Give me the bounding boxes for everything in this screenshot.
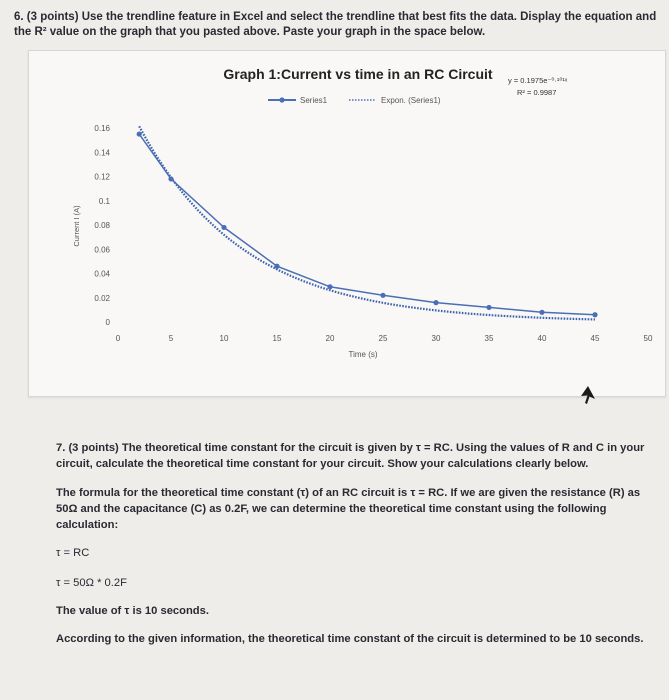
question-6-instruction: Paste your graph in the space below.	[283, 26, 486, 38]
question-7-prompt	[56, 440, 656, 472]
answer-explanation: The formula for the theoretical time constant (τ) of an RC circuit is τ = RC. If we are given the resistance (R) as 50Ω and the capacitance (C) as 0.2F, we can determine the theoretical time constant using the following calculation:	[56, 487, 641, 531]
r-squared-label: R² = 0.9987	[517, 88, 557, 97]
formula-line-2: τ = 50Ω * 0.2F	[56, 577, 127, 589]
series1-point	[539, 310, 544, 315]
y-tick-label: 0.16	[94, 124, 110, 133]
y-tick-label: 0.04	[94, 269, 110, 279]
x-tick-label: 5	[168, 334, 174, 343]
y-tick-label: 0.08	[94, 221, 110, 230]
series1-point	[433, 300, 438, 305]
question-6-lead: 6. (3 points)	[14, 11, 79, 23]
series1-point	[380, 293, 385, 298]
y-tick-label: 0.02	[94, 293, 110, 303]
y-tick-label: 0.1	[98, 196, 110, 206]
answer-conclusion: According to the given information, the theoretical time constant of the circuit is determined to be 10 seconds.	[56, 633, 644, 645]
series1-point	[592, 312, 597, 317]
series1-point	[327, 284, 332, 289]
y-tick-label: 0	[105, 318, 110, 327]
formula-line-1: τ = RC	[56, 547, 90, 559]
x-tick-label: 50	[643, 334, 653, 343]
trendline-equation: y = 0.1975e⁻⁰·¹⁰¹ˣ	[508, 76, 568, 85]
answer-value: The value of τ is 10 seconds.	[56, 605, 209, 617]
series1-line	[139, 134, 595, 315]
legend-series1-marker	[279, 97, 284, 102]
question-7	[56, 440, 656, 647]
y-tick-label: 0.12	[94, 172, 110, 182]
series1-point	[168, 176, 173, 181]
x-tick-label: 40	[537, 334, 547, 343]
x-tick-label: 30	[431, 334, 441, 343]
x-tick-label: 25	[378, 334, 388, 343]
x-tick-label: 0	[115, 334, 121, 343]
question-7-text: The theoretical time constant for the circuit is given by τ = RC. Using the values of R and C in your circuit, calculate the theoretical time constant for your circuit. Show your calculations clearly below.	[56, 442, 645, 470]
x-tick-label: 15	[272, 334, 282, 343]
series1-point	[486, 305, 491, 310]
x-axis-title: Time (s)	[348, 350, 378, 359]
question-7-lead: 7. (3 points)	[56, 442, 119, 454]
question-6-text: Use the trendline feature in Excel and select the trendline that best fits the data. Display the equation and the R² value on the graph that you pasted above.	[14, 11, 657, 38]
x-tick-label: 35	[484, 334, 494, 343]
y-axis-title: Current I (A)	[72, 205, 81, 247]
y-tick-label: 0.14	[94, 148, 110, 158]
series1-point	[137, 131, 142, 136]
legend-series1-label: Series1	[300, 96, 328, 105]
mouse-cursor-icon	[581, 386, 595, 404]
x-tick-label: 10	[219, 334, 229, 343]
chart-title: Graph 1:Current vs time in an RC Circuit	[223, 66, 493, 82]
series1-point	[274, 264, 279, 269]
x-tick-label: 20	[325, 334, 335, 343]
x-tick-label: 45	[590, 334, 600, 343]
y-tick-label: 0.06	[94, 245, 110, 255]
trendline	[139, 126, 595, 319]
series1-point	[221, 225, 226, 230]
legend-trendline-label: Expon. (Series1)	[381, 96, 441, 105]
